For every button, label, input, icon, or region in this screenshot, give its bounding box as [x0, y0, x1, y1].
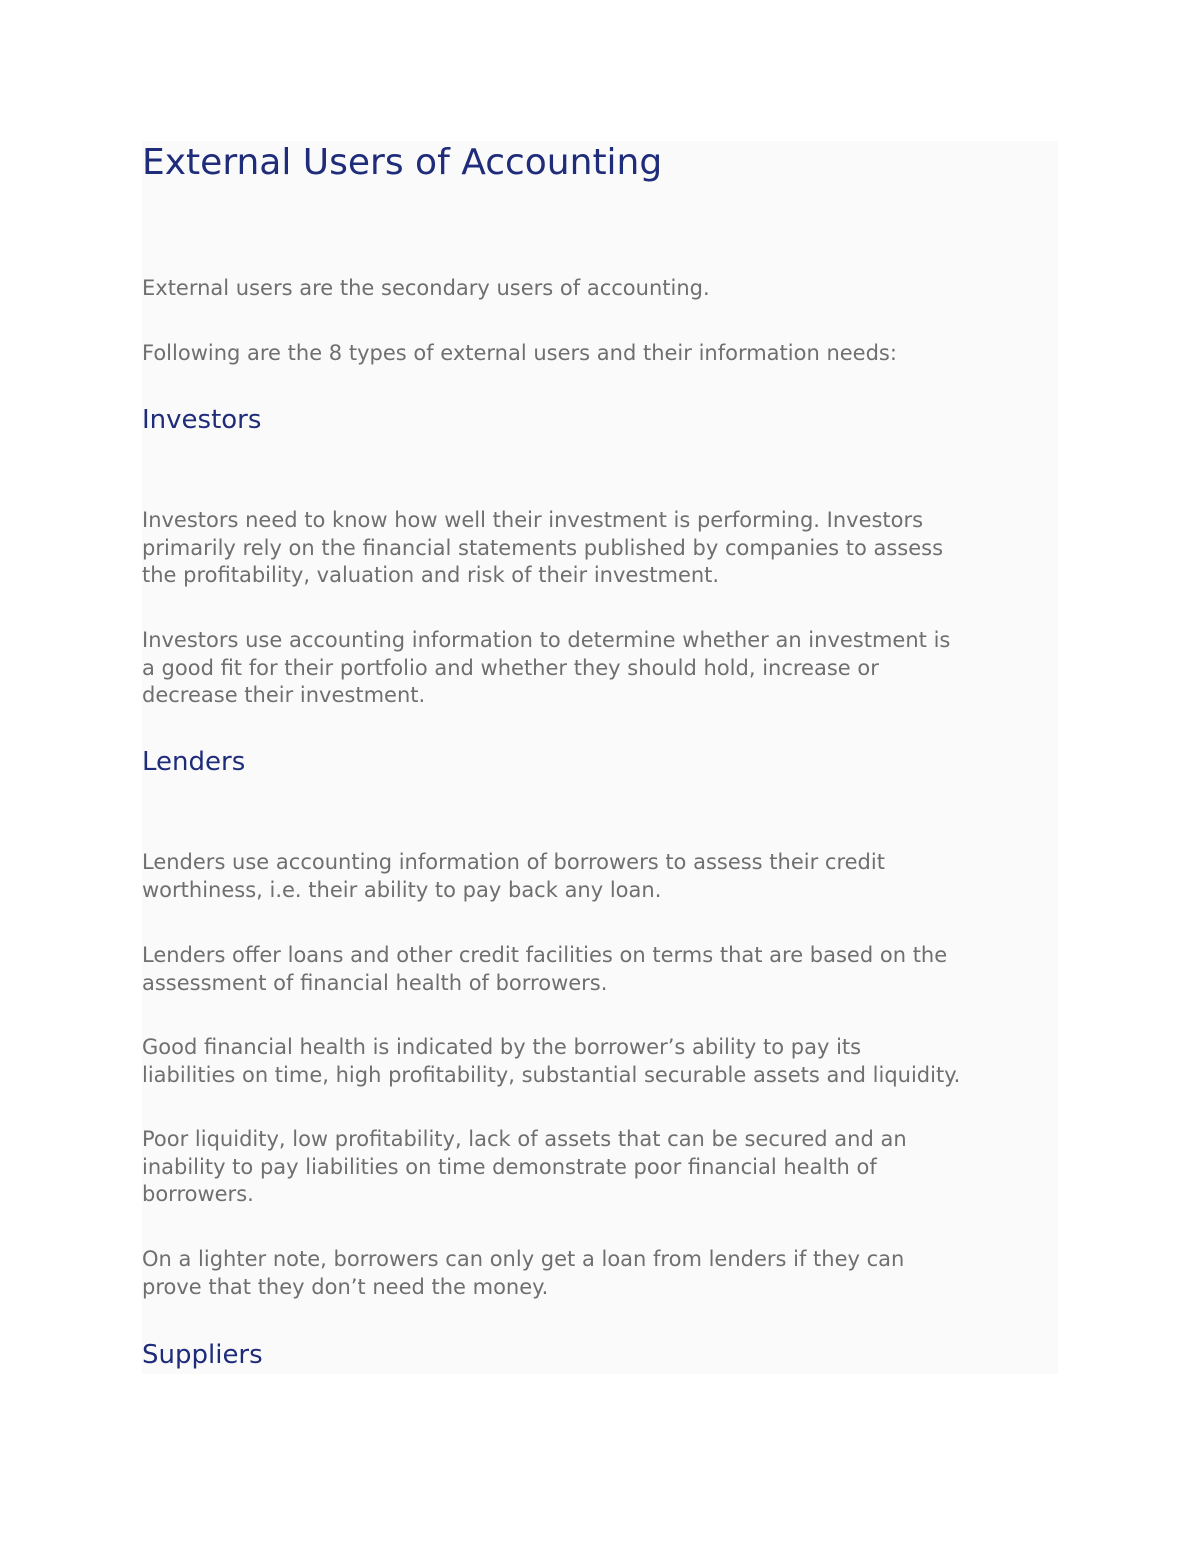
text-line: prove that they don’t need the money.	[142, 1274, 549, 1299]
lenders-paragraph	[142, 1126, 1062, 1209]
text-line: the profitability, valuation and risk of their investment.	[142, 563, 720, 587]
lenders-paragraph	[142, 849, 1062, 904]
text-line: Lenders use accounting information of borrowers to assess their credit	[142, 850, 885, 874]
text-line: liabilities on time, high profitability, substantial securable assets and liquidity.	[142, 1062, 961, 1087]
section-heading-investors: Investors	[142, 405, 262, 435]
text-line: borrowers.	[142, 1182, 254, 1206]
text-line: inability to pay liabilities on time demonstrate poor financial health of	[142, 1154, 877, 1179]
text-line: Investors use accounting information to determine whether an investment is	[142, 628, 951, 652]
text-line: decrease their investment.	[142, 683, 426, 707]
text-line: assessment of financial health of borrowers.	[142, 970, 608, 995]
lenders-paragraph	[142, 942, 1062, 997]
section-heading-lenders: Lenders	[142, 747, 246, 777]
lenders-paragraph	[142, 1034, 1062, 1089]
section-heading-suppliers: Suppliers	[142, 1340, 263, 1370]
text-line: Following are the 8 types of external users and their information needs:	[142, 341, 897, 365]
intro-paragraph	[142, 275, 1062, 303]
text-line: Good financial health is indicated by the borrower’s ability to pay its	[142, 1035, 862, 1059]
text-line: Poor liquidity, low profitability, lack of assets that can be secured and an	[142, 1127, 907, 1151]
text-line: Lenders offer loans and other credit facilities on terms that are based on the	[142, 943, 948, 967]
text-line: primarily rely on the financial statements published by companies to assess	[142, 535, 944, 560]
investors-paragraph	[142, 627, 1062, 710]
text-line: Investors need to know how well their investment is performing. Investors	[142, 508, 924, 532]
text-line: External users are the secondary users of accounting.	[142, 276, 710, 300]
document-body	[142, 141, 1058, 1374]
investors-paragraph	[142, 507, 1062, 590]
intro-paragraph	[142, 340, 1062, 368]
lenders-paragraph	[142, 1246, 1062, 1301]
text-line: a good fit for their portfolio and whether they should hold, increase or	[142, 655, 879, 680]
page-title: External Users of Accounting	[142, 142, 663, 183]
text-line: worthiness, i.e. their ability to pay back any loan.	[142, 877, 662, 902]
text-line: On a lighter note, borrowers can only get a loan from lenders if they can	[142, 1247, 905, 1271]
